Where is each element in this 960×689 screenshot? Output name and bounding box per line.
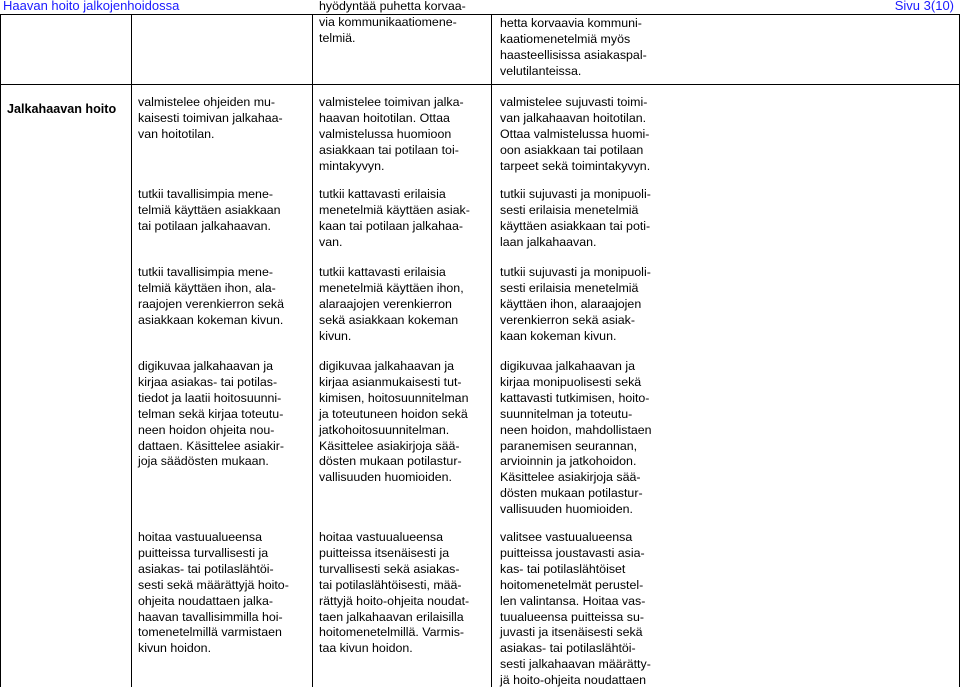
document-title: Haavan hoito jalkojenhoidossa (3, 0, 180, 13)
table-cell: hoitaa vastuualueensa puitteissa itsenäisesti ja turvallisesti sekä asiakas- tai potilaslähtöisesti, mää- rättyjä hoito-ohjeita noudat- taen jalkahaavan erilaisilla hoitomenetelmillä. Varmis- taa kivun hoidon. (319, 530, 470, 656)
table-cell: valmistelee toimivan jalka- haavan hoitotilan. Ottaa valmistelussa huomioon asiakkaan tai potilaan toi- mintakyvyn. (319, 95, 464, 173)
table-border-left (0, 15, 1, 687)
table-cell: hoitaa vastuualueensa puitteissa turvallisesti ja asiakas- tai potilaslähtöi- sesti sekä määrättyjä hoito- ohjeita noudattaen jalka- haavan tavallisimmilla hoi- tomenetelmillä varmistaen kivun hoidon. (138, 530, 289, 656)
table-cell: tutkii sujuvasti ja monipuoli- sesti erilaisia menetelmiä käyttäen ihon, alaraajojen verenkierron sekä asiak- kaan kokeman kivun. (500, 265, 651, 343)
row-divider-top (0, 84, 960, 85)
page-number: Sivu 3(10) (894, 0, 954, 13)
table-cell: digikuvaa jalkahaavan ja kirjaa asianmukaisesti tut- kimisen, hoitosuunnitelman ja toteutuneen hoidon sekä jatkohoitosuunnitelman. Käsittelee asiakirjoja sää- dösten mukaan potilastur- vallisuuden huomioiden. (319, 359, 469, 485)
table-cell: hetta korvaavia kommuni- kaatiomenetelmiä myös haasteellisissa asiakaspal- velutilanteissa. (500, 16, 647, 78)
table-cell: tutkii kattavasti erilaisia menetelmiä käyttäen ihon, alaraajojen verenkierron sekä asiakkaan kokeman kivun. (319, 265, 464, 343)
column-divider-2 (312, 15, 313, 687)
column-divider-3 (491, 15, 492, 687)
row-label-jalkahaavan-hoito: Jalkahaavan hoito (7, 102, 117, 116)
table-cell: valmistelee sujuvasti toimi- van jalkahaavan hoitotilan. Ottaa valmistelussa huomi- oon asiakkaan tai potilaan tarpeet sekä toimintakyvyn. (500, 95, 651, 173)
table-cell: tutkii tavallisimpia mene- telmiä käyttäen asiakkaan tai potilaan jalkahaavan. (138, 187, 281, 233)
column-divider-1 (131, 15, 132, 687)
table-cell: valmistelee ohjeiden mu- kaisesti toimivan jalkahaa- van hoitotilan. (138, 95, 283, 141)
page-header (0, 0, 960, 15)
table-cell: hyödyntää puhetta korvaa- via kommunikaatiomene- telmiä. (319, 0, 466, 45)
table-cell: tutkii tavallisimpia mene- telmiä käyttäen ihon, ala- raajojen verenkierron sekä asiakkaan kokeman kivun. (138, 265, 285, 327)
table-cell: digikuvaa jalkahaavan ja kirjaa asiakas- tai potilas- tiedot ja laatii hoitosuunni- telman sekä kirjaa toteutu- neen hoidon ohjeita nou- dattaen. Käsittelee asiakir- joja säädösten mukaan. (138, 359, 285, 469)
table-cell: tutkii kattavasti erilaisia menetelmiä käyttäen asiak- kaan tai potilaan jalkahaa- van. (319, 187, 470, 249)
table-cell: digikuvaa jalkahaavan ja kirjaa monipuolisesti sekä kattavasti tutkimisen, hoito- suunnitelman ja toteutu- neen hoidon, mahdollistaen paranemisen seurannan, arvioinnin ja jatkohoidon. Käsittelee asiakirjoja sää- dösten mukaan potilastur- vallisuuden huomioiden. (500, 359, 652, 517)
table-cell: tutkii sujuvasti ja monipuoli- sesti erilaisia menetelmiä käyttäen asiakkaan tai poti- laan jalkahaavan. (500, 187, 651, 249)
table-cell: valitsee vastuualueensa puitteissa joustavasti asia- kas- tai potilaslähtöiset hoitomenetelmät perustel- len valintansa. Hoitaa vas- tuualueensa puitteissa su- juvasti ja itsenäisesti sekä asiakas- tai potilaslähtöi- sesti jalkahaavan määrätty- jä hoito-ohjeita noudattaen (500, 530, 651, 688)
